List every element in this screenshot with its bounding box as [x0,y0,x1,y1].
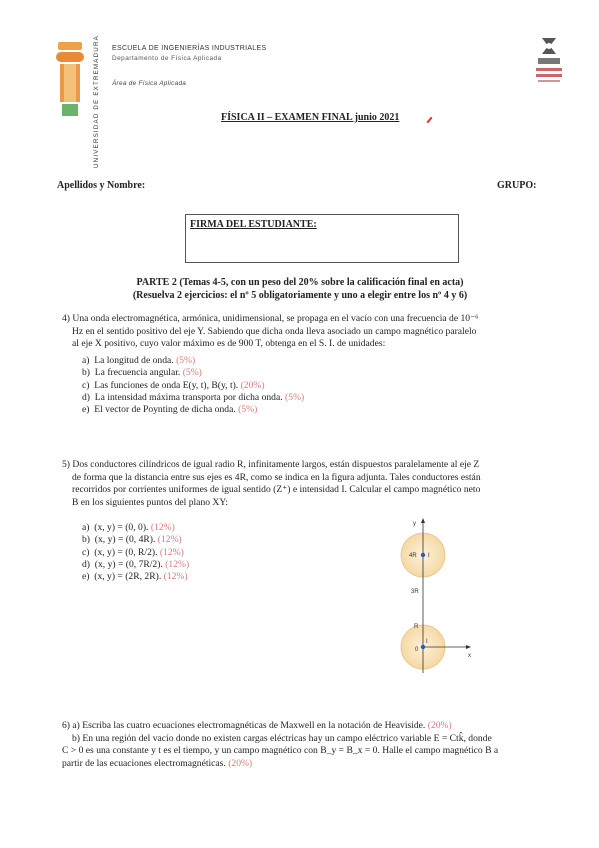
q4-item-d: d) La intensidad máxima transporta por dicha onda. (5%) [82,391,305,403]
q5-line: recorridos por corrientes uniformes de igual sentido (Z⁺) e intensidad I. Calcular el campo magnético neto [72,484,481,496]
label-3r: 3R [411,589,419,595]
q4-line: 4) Una onda electromagnética, armónica, unidimensional, se propaga en el vacío con una frecuencia de 10⁻⁶ [62,313,479,324]
question-5 [62,459,567,509]
q5-item-a: a) (x, y) = (0, 0). (12%) [82,522,175,533]
q6-b-line: partir de las ecuaciones electromagnéticas. (20%) [62,757,253,769]
name-label: Apellidos y Nombre: [57,180,146,191]
q4-items [82,355,482,416]
question-4 [62,313,562,351]
department-name: Departamento de Física Aplicada [112,55,222,62]
part-line-2: (Resuelva 2 ejercicios: el nº 5 obligatoriamente y uno a elegir entre los nº 4 y 6) [132,290,468,301]
q5-item-c: c) (x, y) = (0, R/2). (12%) [82,546,184,558]
q5-item-d: d) (x, y) = (0, 7R/2). (12%) [82,558,190,570]
school-logo [528,36,570,86]
q6-b-line: b) En una región del vacío donde no existen cargas eléctricas hay un campo eléctrico variable E = Ctk̂, donde [72,732,492,744]
label-i-bottom: I [426,639,428,645]
pen-mark [426,117,432,124]
label-r: R [414,624,419,630]
conductors-figure [390,515,490,675]
part-line-1: PARTE 2 (Temas 4-5, con un peso del 20% sobre la calificación final en acta) [136,277,464,288]
signature-label: FIRMA DEL ESTUDIANTE: [190,219,317,230]
label-i-top: I [428,553,430,559]
q4-item-a: a) La longitud de onda. (5%) [82,355,196,366]
q6-a: 6) a) Escriba las cuatro ecuaciones electromagnéticas de Maxwell en la notación de Heaviside. (20%) [62,720,452,731]
label-origin: 0 [415,647,419,653]
q4-item-e: e) El vector de Poynting de dicha onda. (5%) [82,404,258,416]
q4-item-b: b) La frecuencia angular. (5%) [82,367,202,379]
question-6 [62,720,572,770]
q5-line: B en los siguientes puntos del plano XY: [72,496,229,508]
q5-line: de forma que la distancia entre sus ejes es 4R, como se indica en la figura adjunta. Tales conductores están [72,471,481,483]
q6-b-line: C > 0 es una constante y t es el tiempo, y un campo magnético con B_y = B_x = 0. Halle el campo magnético B a [62,745,499,757]
q5-item-e: e) (x, y) = (2R, 2R). (12%) [82,571,188,583]
q4-line: al eje X positivo, cuyo valor máximo es de 900 T, obtenga en el S. I. de unidades: [72,338,386,350]
area-name: Área de Física Aplicada [112,80,187,87]
group-label: GRUPO: [497,180,537,191]
x-axis-label: x [468,653,471,659]
q5-items [82,522,342,583]
label-4r: 4R [409,553,417,559]
university-vertical-text: UNIVERSIDAD DE EXTREMADURA [93,35,100,168]
exam-title: FÍSICA II – EXAMEN FINAL junio 2021 [221,112,400,123]
q4-item-c: c) Las funciones de onda E(y, t), B(y, t). (20%) [82,379,265,391]
signature-box[interactable] [185,214,459,263]
q5-line: 5) Dos conductores cilíndricos de igual radio R, infinitamente largos, están dispuestos paralelamente al eje Z [62,459,480,470]
school-name: ESCUELA DE INGENIERÍAS INDUSTRIALES [112,45,267,52]
university-logo [56,40,86,120]
q4-line: Hz en el sentido positivo del eje Y. Sabiendo que dicha onda lleva asociado un campo magnético paralelo [72,325,477,337]
q5-item-b: b) (x, y) = (0, 4R). (12%) [82,534,182,546]
y-axis-label: y [413,521,416,527]
